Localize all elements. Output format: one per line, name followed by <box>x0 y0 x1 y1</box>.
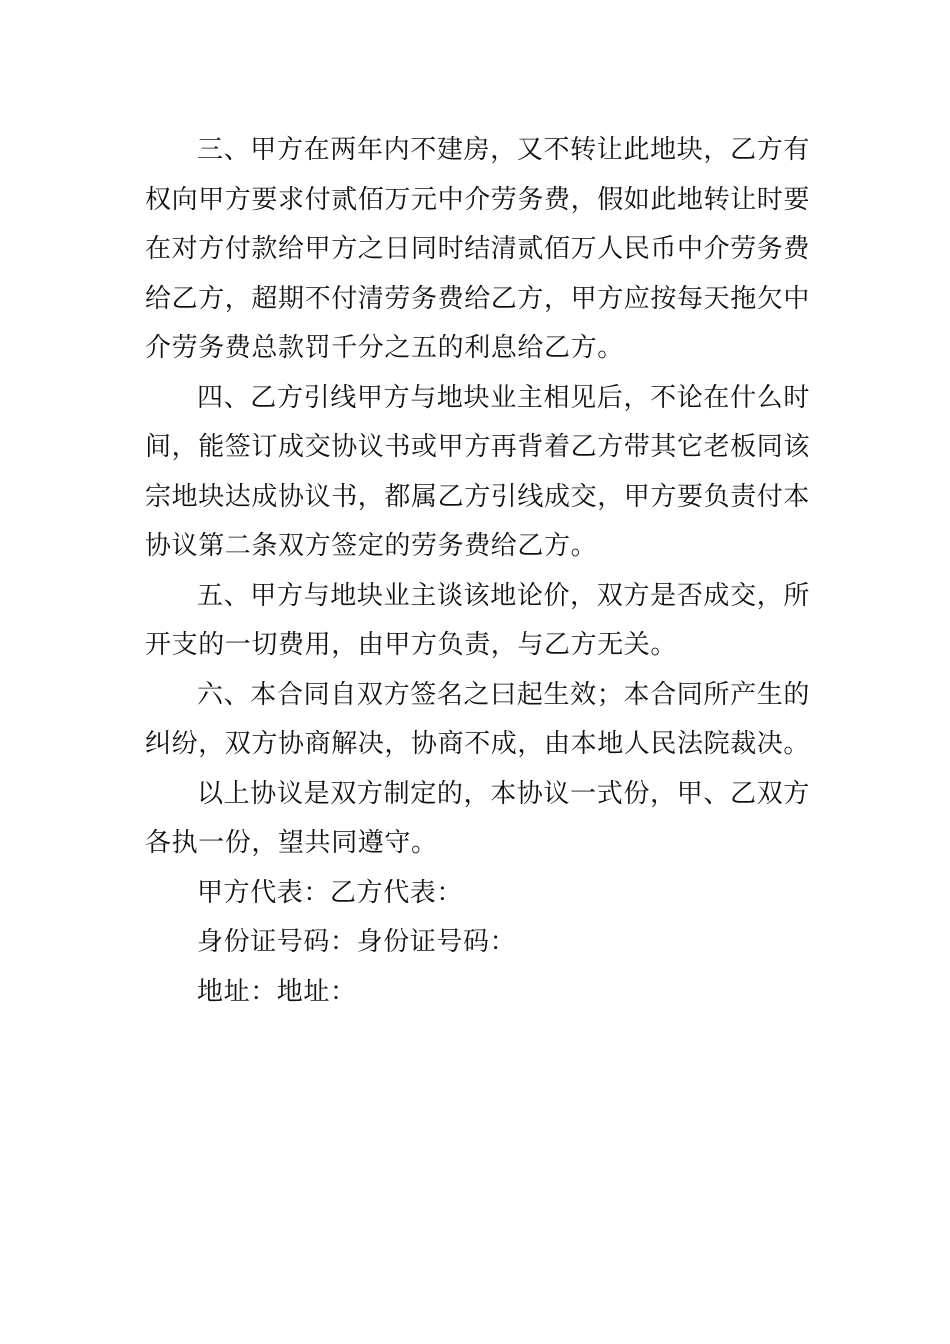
document-body <box>145 126 810 1017</box>
closing-statement: 以上协议是双方制定的，本协议一式份，甲、乙双方各执一份，望共同遵守。 <box>145 778 810 858</box>
clause-3: 三、甲方在两年内不建房，又不转让此地块，乙方有权向甲方要求付贰佰万元中介劳务费，假如此地转让时要在对方付款给甲方之日同时结清贰佰万人民币中介劳务费给乙方，超期不付清劳务费给乙方，甲方应按每天拖欠中介劳务费总款罚千分之五的利息给乙方。 <box>145 135 811 363</box>
clause-4: 四、乙方引线甲方与地块业主相见后，不论在什么时间，能签订成交协议书或甲方再背着乙方带其它老板同该宗地块达成协议书，都属乙方引线成交，甲方要负责付本协议第二条双方签定的劳务费给乙方。 <box>145 382 811 561</box>
clause-5: 五、甲方与地块业主谈该地论价，双方是否成交，所开支的一切费用，由甲方负责，与乙方无关。 <box>145 580 810 660</box>
clause-6: 六、本合同自双方签名之曰起生效；本合同所产生的纠纷，双方协商解决，协商不成，由本地人民法院裁决。 <box>145 679 811 759</box>
id-number-line: 身份证号码：身份证号码： <box>197 927 517 957</box>
representatives-line: 甲方代表：乙方代表： <box>197 877 464 908</box>
address-line: 地址：地址： <box>197 976 357 1007</box>
